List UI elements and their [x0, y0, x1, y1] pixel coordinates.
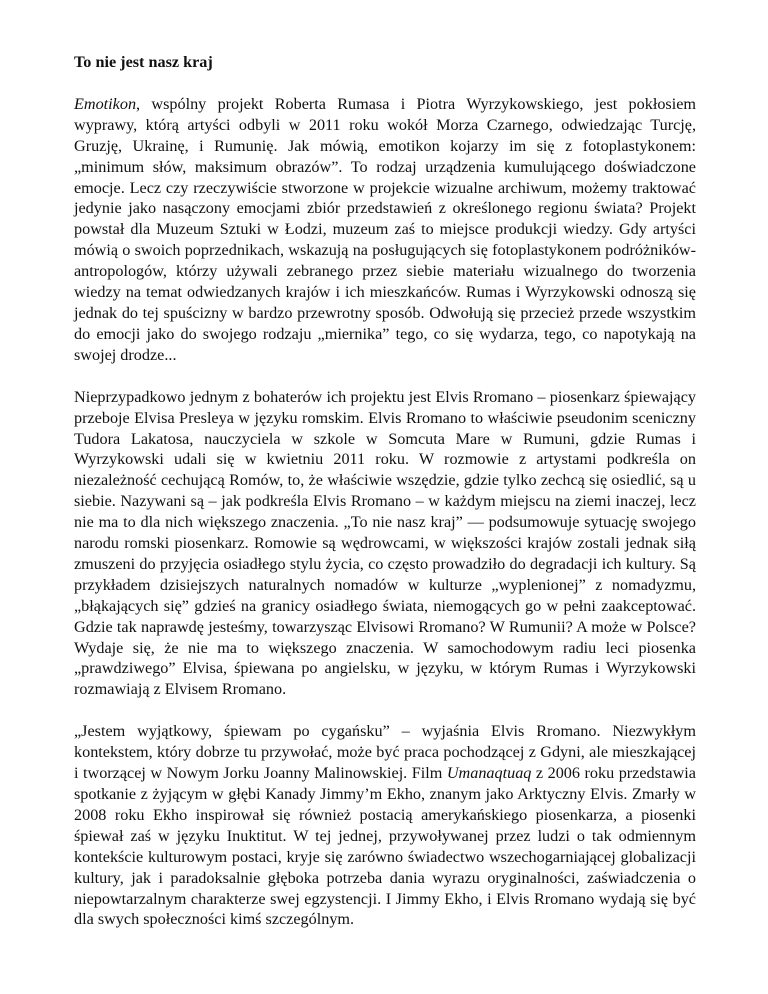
document-page	[74, 52, 696, 930]
paragraph-3-text-a: „Jestem wyjątkowy, śpiewam po cygańsku” – wyjaśnia Elvis Rromano. Niezwykłym kontekstem, który dobrze tu przywołać, może być praca pochodzącej z Gdyni, ale mieszkającej i tworzącej w Nowym Jorku Joanny Malinowskiej. Film	[74, 722, 696, 783]
document-title: To nie jest nasz kraj	[74, 53, 213, 71]
paragraph-2-text: Nieprzypadkowo jednym z bohaterów ich projektu jest Elvis Rromano – piosenkarz śpiewający przeboje Elvisa Presleya w języku romskim. Elvis Rromano to właściwie pseudonim sceniczny Tudora Lakatosa, nauczyciela w szkole w Somcuta Mare w Rumuni, gdzie Rumas i Wyrzykowski udali się w kwietniu 2011 roku. W rozmowie z artystami podkreśla on niezależność cechującą Romów, to, że właściwie wszędzie, gdzie tylko zechcą się osiedlić, są u siebie. Nazywani są – jak podkreśla Elvis Rromano – w każdym miejscu na ziemi inaczej, lecz nie ma to dla nich większego znaczenia. „To nie nasz kraj” — podsumowuje sytuację swojego narodu romski piosenkarz. Romowie są wędrowcami, w większości krajów zostali jednak siłą zmuszeni do przyjęcia osiadłego stylu życia, co często prowadziło do degradacji ich kultury. Są przykładem dzisiejszych naturalnych nomadów w kulturze „wyplenionej” z nomadyzmu, „błąkających się” gdzieś na granicy osiadłego świata, niemogących go w pełni zaakceptować. Gdzie tak naprawdę jesteśmy, towarzysząc Elvisowi Rromano? W Rumunii? A może w Polsce? Wydaje się, że nie ma to większego znaczenia. W samochodowym radiu leci piosenka „prawdziwego” Elvisa, śpiewana po angielsku, w języku, w którym Rumas i Wyrzykowski rozmawiają z Elvisem Rromano.	[74, 387, 696, 699]
emotikon-title-italic: Emotikon	[74, 94, 137, 113]
umanaqtuaq-title-italic: Umanaqtuaq	[446, 764, 532, 783]
paragraph-1-text: , wspólny projekt Roberta Rumasa i Piotra Wyrzykowskiego, jest pokłosiem wyprawy, którą artyści odbyli w 2011 roku wokół Morza Czarnego, odwiedzając Turcję, Gruzję, Ukrainę, i Rumunię. Jak mówią, emotikon kojarzy im się z fotoplastykonem: „minimum słów, maksimum obrazów”. To rodzaj urządzenia kumulującego doświadczone emocje. Lecz czy rzeczywiście stworzone w projekcie wizualne archiwum, możemy traktować jedynie jako nasączony emocjami zbiór przedstawień z określonego regionu świata? Projekt powstał dla Muzeum Sztuki w Łodzi, muzeum zaś to miejsce produkcji wiedzy. Gdy artyści mówią o swoich poprzednikach, wskazują na posługujących się fotoplastykonem podróżników-antropologów, którzy używali zebranego przez siebie materiału wizualnego do tworzenia wiedzy na temat odwiedzanych krajów i ich mieszkańców. Rumas i Wyrzykowski odnoszą się jednak do tej spuścizny w bardzo przewrotny sposób. Odwołują się przecież przede wszystkim do emocji jako do swojego rodzaju „miernika” tego, co się wydarza, tego, co napotykają na swojej drodze...	[74, 94, 696, 364]
paragraph-3-text-b: z 2006 roku przedstawia spotkanie z żyjącym w głębi Kanady Jimmy’m Ekho, znanym jako Arktyczny Elvis. Zmarły w 2008 roku Ekho inspirował się również postacią amerykańskiego piosenkarza, a piosenki śpiewał zaś w języku Inuktitut. W tej jednej, przywoływanej przez ludzi o tak odmiennym kontekście kulturowym postaci, kryje się zarówno świadectwo wszechogarniającej globalizacji kultury, jak i paradoksalnie głęboka potrzeba dania wyrazu oryginalności, zaświadczenia o niepowtarzalnym charakterze swej egzystencji. I Jimmy Ekho, i Elvis Rromano wydają się być dla swych społeczności kimś szczególnym.	[74, 764, 696, 929]
paragraph-2	[74, 387, 696, 701]
paragraph-1	[74, 94, 696, 366]
paragraph-3	[74, 721, 696, 930]
